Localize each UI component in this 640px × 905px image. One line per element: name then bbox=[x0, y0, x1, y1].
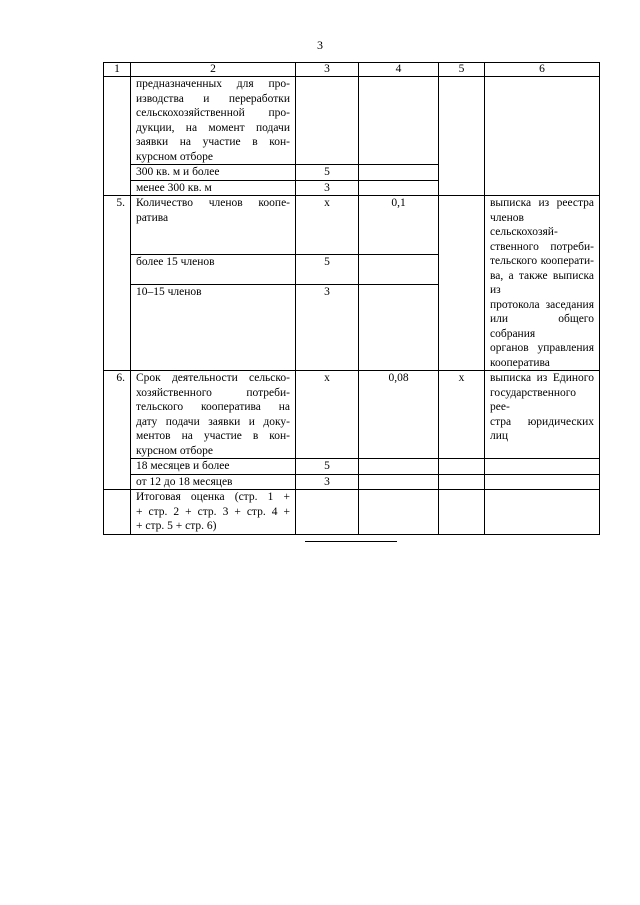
table-row: 5. Количество членов коопе- ратива х 0,1 выписка из реестра членов сельскохозяй- ственного потреби- тельского кооперати- ва, а также выписка из протокола заседания или общего собрания органов управления кооператива bbox=[104, 196, 600, 255]
header-cell: 4 bbox=[359, 63, 439, 77]
table-header-row bbox=[104, 63, 600, 77]
table-row: 6. Срок деятельности сельско- хозяйственного потреби- тельского кооператива на дату подачи заявки и доку- ментов на участие в кон- курсном отборе х 0,08 х выписка из Единого государственного рее- стра юридических лиц bbox=[104, 371, 600, 459]
option-score: 3 bbox=[296, 180, 359, 196]
option-label: от 12 до 18 месяцев bbox=[131, 474, 296, 490]
table-row-total bbox=[104, 490, 600, 535]
option-label: менее 300 кв. м bbox=[131, 180, 296, 196]
header-cell: 1 bbox=[104, 63, 131, 77]
option-score: 3 bbox=[296, 474, 359, 490]
table-row bbox=[104, 459, 600, 475]
table-row bbox=[104, 474, 600, 490]
option-label: более 15 членов bbox=[131, 254, 296, 284]
criterion-text: Срок деятельности сельско- хозяйственного потреби- тельского кооператива на дату подачи заявки и доку- ментов на участие в кон- курсном отборе bbox=[131, 371, 296, 459]
header-cell: 2 bbox=[131, 63, 296, 77]
option-label: 10–15 членов bbox=[131, 285, 296, 371]
option-score: 5 bbox=[296, 254, 359, 284]
weight-value: 0,1 bbox=[359, 196, 439, 255]
option-score: 3 bbox=[296, 285, 359, 371]
document-text: выписка из Единого государственного рее- стра юридических лиц bbox=[485, 371, 600, 459]
row-number: 6. bbox=[104, 371, 131, 490]
header-cell: 5 bbox=[439, 63, 485, 77]
option-score: 5 bbox=[296, 459, 359, 475]
criterion-text: предназначенных для про- изводства и переработки сельскохозяйственной про- дукции, на момент подачи заявки на участие в кон- курсном отборе bbox=[131, 77, 296, 165]
total-text: Итоговая оценка (стр. 1 + + стр. 2 + стр. 3 + стр. 4 + + стр. 5 + стр. 6) bbox=[131, 490, 296, 535]
criteria-table bbox=[103, 62, 600, 535]
option-label: 18 месяцев и более bbox=[131, 459, 296, 475]
header-cell: 6 bbox=[485, 63, 600, 77]
option-score: 5 bbox=[296, 165, 359, 181]
row-number: 5. bbox=[104, 196, 131, 371]
document-text: выписка из реестра членов сельскохозяй- ственного потреби- тельского кооперати- ва, а также выписка из протокола заседания или общего собрания органов управления кооператива bbox=[485, 196, 600, 371]
end-rule bbox=[305, 541, 397, 542]
criterion-text: Количество членов коопе- ратива bbox=[131, 196, 296, 255]
option-label: 300 кв. м и более bbox=[131, 165, 296, 181]
weight-value: 0,08 bbox=[359, 371, 439, 459]
page-number: 3 bbox=[317, 38, 323, 52]
table-row bbox=[104, 77, 600, 165]
header-cell: 3 bbox=[296, 63, 359, 77]
